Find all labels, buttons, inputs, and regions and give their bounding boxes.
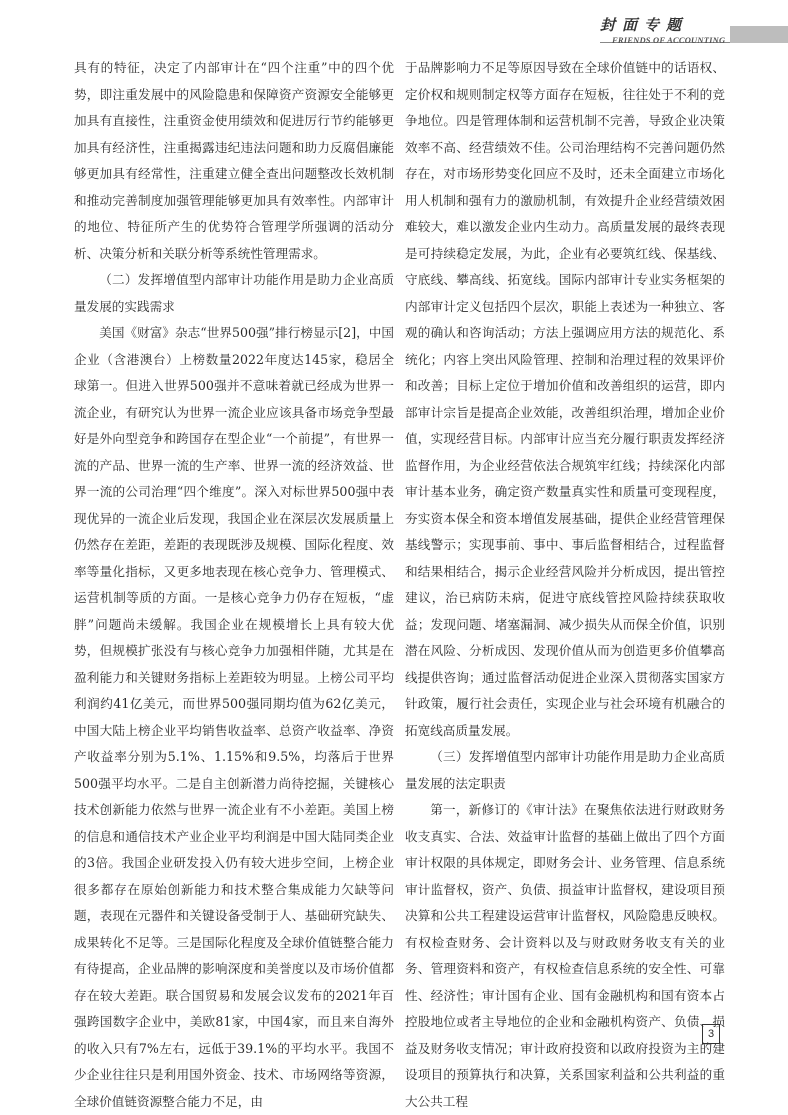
paragraph: 美国《财富》杂志“世界500强”排行榜显示[2]，中国企业（含港澳台）上榜数量2022年度达145家，稳居全球第一。但进入世界500强并不意味着就已经成为世界一流企业，有研究认为世界一流企业应该具备市场竞争型最好是外向型竞争和跨国存在型企业“一个前提”，有世界一流的产品、世界一流的生产率、世界一流的经济效益、世界一流的公司治理“四个维度”。深入对标世界500强中表现优异的一流企业后发现，我国企业在深层次发展质量上仍然存在差距，差距的表现既涉及规模、国际化程度、效率等量化指标，又更多地表现在核心竞争力、管理模式、运营机制等质的方面。一是核心竞争力仍存在短板，“虚胖”问题尚未缓解。我国企业在规模增长上具有较大优势，但规模扩张没有与核心竞争力加强相伴随，尤其是在盈利能力和关键财务指标上差距较为明显。上榜公司平均利润约41亿美元，而世界500强同期均值为62亿美元，中国大陆上榜企业平均销售收益率、总资产收益率、净资产收益率分别为5.1%、1.15%和9.5%，均落后于世界500强平均水平。二是自主创新潜力尚待挖掘，关键核心技术创新能力依然与世界一流企业有不小差距。美国上榜的信息和通信技术产业企业平均利润是中国大陆同类企业的3倍。我国企业研发投入仍有较大进步空间，上榜企业很多都存在原始创新能力和技术整合集成能力欠缺等问题，表现在元器件和关键设备受制于人、基础研究缺失、成果转化不足等。三是国际化程度及全球价值链整合能力有待提高，企业品牌的影响深度和美誉度以及市场价值都存在较大差距。联合国贸易和发展会议发布的2021年百强跨国数字企业中，美欧81家，中国4家，而且来自海外的收入只有7%左右，远低于39.1%的平均水平。我国不少企业往往只是利用国外资金、技术、市场网络等资源，全球价值链资源整合能力不足，由 [74, 325, 394, 1109]
section-heading: （三）发挥增值型内部审计功能作用是助力企业高质量发展的法定职责 [405, 749, 725, 791]
header-gray-bar [730, 26, 788, 43]
left-column [74, 55, 394, 1115]
right-column [405, 55, 725, 1115]
paragraph-continuation: 于品牌影响力不足等原因导致在全球价值链中的话语权、定价权和规则制定权等方面存在短板，往往处于不利的竞争地位。四是管理体制和运营机制不完善，导致企业决策效率不高、经营绩效不佳。公司治理结构不完善问题仍然存在，对市场形势变化回应不及时，还未全面建立市场化用人机制和强有力的激励机制，有效提升企业经营绩效困难较大，难以激发企业内生动力。高质量发展的最终表现是可持续稳定发展，为此，企业有必要筑红线、保基线、守底线、攀高线、拓宽线。国际内部审计专业实务框架的内部审计定义包括四个层次，职能上表述为一种独立、客观的确认和咨询活动；方法上强调应用方法的规范化、系统化；内容上突出风险管理、控制和治理过程的效果评价和改善；目标上定位于增加价值和改善组织的运营，即内部审计宗旨是提高企业效能，改善组织治理，增加企业价值，实现经营目标。内部审计应当充分履行职责发挥经济监督作用，为企业经营依法合规筑牢红线；持续深化内部审计基本业务，确定资产数量真实性和质量可变现程度，夯实资本保全和资本增值发展基础，提供企业经营管理保基线警示；实现事前、事中、事后监督相结合，过程监督和结果相结合，揭示企业经营风险并分析成因，提出管控建议，治已病防未病，促进守底线管控风险持续获取收益；发现问题、堵塞漏洞、减少损失从而保全价值，识别潜在风险、分析成因、发现价值从而为创造更多价值攀高线提供咨询；通过监督活动促进企业深入贯彻落实国家方针政策，履行社会责任，实现企业与社会环境有机融合的拓宽线高质量发展。 [405, 60, 725, 738]
section-title: 封面专题 [600, 16, 689, 34]
paragraph: 第一，新修订的《审计法》在聚焦依法进行财政财务收支真实、合法、效益审计监督的基础上做出了四个方面审计权限的具体规定，即财务会计、业务管理、信息系统审计监督权，资产、负债、损益审计监督权，建设项目预决算和公共工程建设运营审计监督权，风险隐患反映权。有权检查财务、会计资料以及与财政财务收支有关的业务、管理资料和资产，有权检查信息系统的安全性、可靠性、经济性；审计国有企业、国有金融机构和国有资本占控股地位或者主导地位的企业和金融机构资产、负债、损益及财务收支情况；审计政府投资和以政府投资为主的建设项目的预算执行和决算，关系国家利益和公共利益的重大公共工程 [405, 802, 725, 1109]
section-subtitle: FRIENDS OF ACCOUNTING [612, 35, 726, 45]
page-number: 3 [702, 1024, 720, 1044]
section-heading: （二）发挥增值型内部审计功能作用是助力企业高质量发展的实践需求 [74, 272, 394, 314]
paragraph-continuation: 具有的特征，决定了内部审计在“四个注重”中的四个优势，即注重发展中的风险隐患和保障资产资源安全能够更加具有直接性，注重资金使用绩效和促进厉行节约能够更加具有经济性，注重揭露违纪违法问题和助力反腐倡廉能够更加具有经常性，注重建立健全查出问题整改长效机制和推动完善制度加强管理能够更加具有效率性。内部审计的地位、特征所产生的优势符合管理学所强调的活动分析、决策分析和关联分析等系统性管理需求。 [74, 60, 394, 261]
